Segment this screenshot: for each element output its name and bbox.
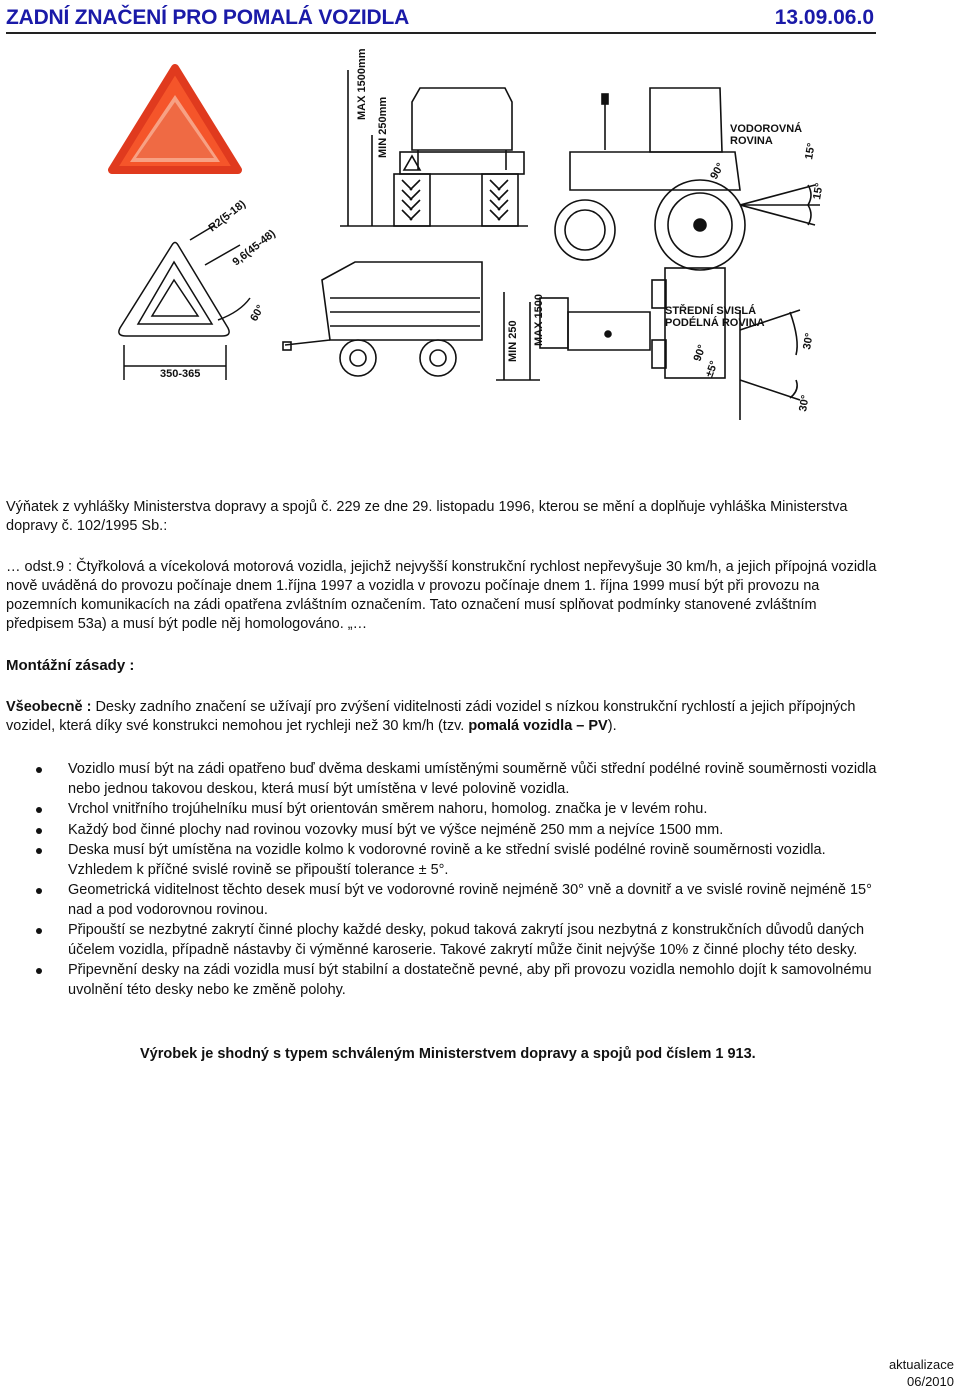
list-item [6,961,886,1000]
tractor-side-view [555,88,820,270]
dim-angle-90-rear: 90° [691,343,709,364]
dim-radius: R2(5-18) [206,198,249,235]
list-item-text: Připevnění desky na zádi vozidla musí být stabilní a dostatečně pevné, aby při provozu vozidla nemohlo dojít k samovolnému uvolnění této desky nebo ke změně polohy. [68,962,872,998]
dim-min-tractor: MIN 250mm [377,96,389,158]
mounting-rules-list [6,760,886,1001]
intro-paragraph: Výňatek z vyhlášky Ministerstva dopravy a spojů č. 229 ze dne 29. listopadu 1996, kterou se mění a doplňuje vyhláška Ministerstva dopravy č. 102/1995 Sb.: [6,499,848,534]
list-item-text: Vrchol vnitřního trojúhelníku musí být orientován směrem nahoru, homolog. značka je v levém rohu. [68,801,708,817]
dim-angle-90-side: 90° [708,161,727,182]
dim-max-tractor: MAX 1500mm [356,48,368,120]
list-item [6,881,886,920]
general-end: ). [607,718,617,734]
dim-angle-sign: 60° [248,303,267,324]
bullet-icon [36,928,42,934]
drawings-svg [0,40,960,480]
general-text: Desky zadního značení se užívají pro zvýšení viditelnosti zádi vozidel s nízkou konstrukční rychlostí a jejich přípojných vozidel, která díky své konstrukci nemohou jet rychleji než 30 km/h (tzv. [6,699,856,734]
dim-max-trailer: MAX 1500 [533,294,545,346]
label-vertical-plane: STŘEDNÍ SVISLÁ PODÉLNÁ ROVINA [665,305,765,329]
trailer-side-view [283,262,540,380]
list-item-text: Geometrická viditelnost těchto desek musí být ve vodorovné rovině nejméně 30° vně a dovnitř a ve svislé rovině nejméně 15° nad a pod vodorovnou rovinou. [68,882,872,918]
dim-width: 350-365 [160,368,201,380]
bullet-icon [36,848,42,854]
dim-angle-30-top: 30° [801,332,816,351]
dim-border: 9,6(45-48) [230,227,278,269]
list-item [6,841,886,880]
list-item-text: Připouští se nezbytné zakrytí činné plochy každé desky, pokud taková zakrytí jsou nezbytná z konstrukčních důvodů daných účelem vozidla, případně nástavby či výměnné karoserie. Takové zakrytí může činit nejvýše 10% z činné plochy této desky. [68,922,865,958]
dim-angle-45: ±5° [703,359,721,380]
sign-photo [112,68,238,170]
list-item [6,821,886,841]
footer-date: 06/2010 [907,1374,954,1389]
mounting-heading: Montážní zásady : [6,657,135,674]
quote-paragraph: … odst.9 : Čtyřkolová a vícekolová motorová vozidla, jejichž nejvyšší konstrukční rychlost nepřevyšuje 30 km/h, a jejich přípojná vozidla nově uváděná do provozu počínaje dnem 1.října 1997 a vozidla v provozu počínaje dnem 1. října 1999 musí být při provozu na pozemních komunikacích na zádi opatřena zvláštním označením. Tato označení musí splňovat podmínky stanovené zvláštním předpisem 53a) a musí být podle něj homologováno. „… [6,559,877,632]
general-bold: pomalá vozidla – PV [468,718,608,734]
dim-angle-15-bottom: 15° [811,182,826,201]
approval-statement: Výrobek je shodný s typem schváleným Ministerstvem dopravy a spojů pod číslem 1 913. [140,1046,756,1062]
list-item [6,800,886,820]
bullet-icon [36,888,42,894]
dim-angle-15-top: 15° [803,142,818,161]
footer-label: aktualizace [888,1357,954,1372]
list-item-text: Deska musí být umístěna na vozidle kolmo k vodorovné rovině a ke střední svislé podélné rovině souměrnosti vozidla. Vzhledem k příčné svislé rovině se připouští tolerance ± 5°. [68,842,826,878]
technical-drawings [0,40,960,480]
general-label: Všeobecně : [6,699,92,715]
bullet-icon [36,968,42,974]
label-horizontal-plane: VODOROVNÁ ROVINA [730,123,803,147]
dim-angle-30-bottom: 30° [797,394,812,413]
document-title: ZADNÍ ZNAČENÍ PRO POMALÁ VOZIDLA [6,6,410,29]
page-header [6,4,876,34]
dim-min-trailer: MIN 250 [507,320,519,362]
list-item-text: Každý bod činné plochy nad rovinou vozovky musí být ve výšce nejméně 250 mm a nejvíce 1500 mm. [68,821,724,838]
list-item [6,921,886,960]
list-item [6,760,886,799]
trailer-top-view [540,268,800,420]
bullet-icon [36,767,42,773]
page-footer [889,1356,954,1390]
sign-dimension-drawing [119,225,250,380]
list-item-text: Vozidlo musí být na zádi opatřeno buď dvěma deskami umístěnými souměrně vůči střední podélné rovině souměrnosti vozidla nebo jednou takovou deskou, která musí být umístěna v levé polovině vozidla. [68,761,877,797]
document-code: 13.09.06.0 [774,6,874,29]
tractor-rear-view [340,70,528,226]
bullet-icon [36,828,42,834]
bullet-icon [36,807,42,813]
general-paragraph [6,698,886,736]
